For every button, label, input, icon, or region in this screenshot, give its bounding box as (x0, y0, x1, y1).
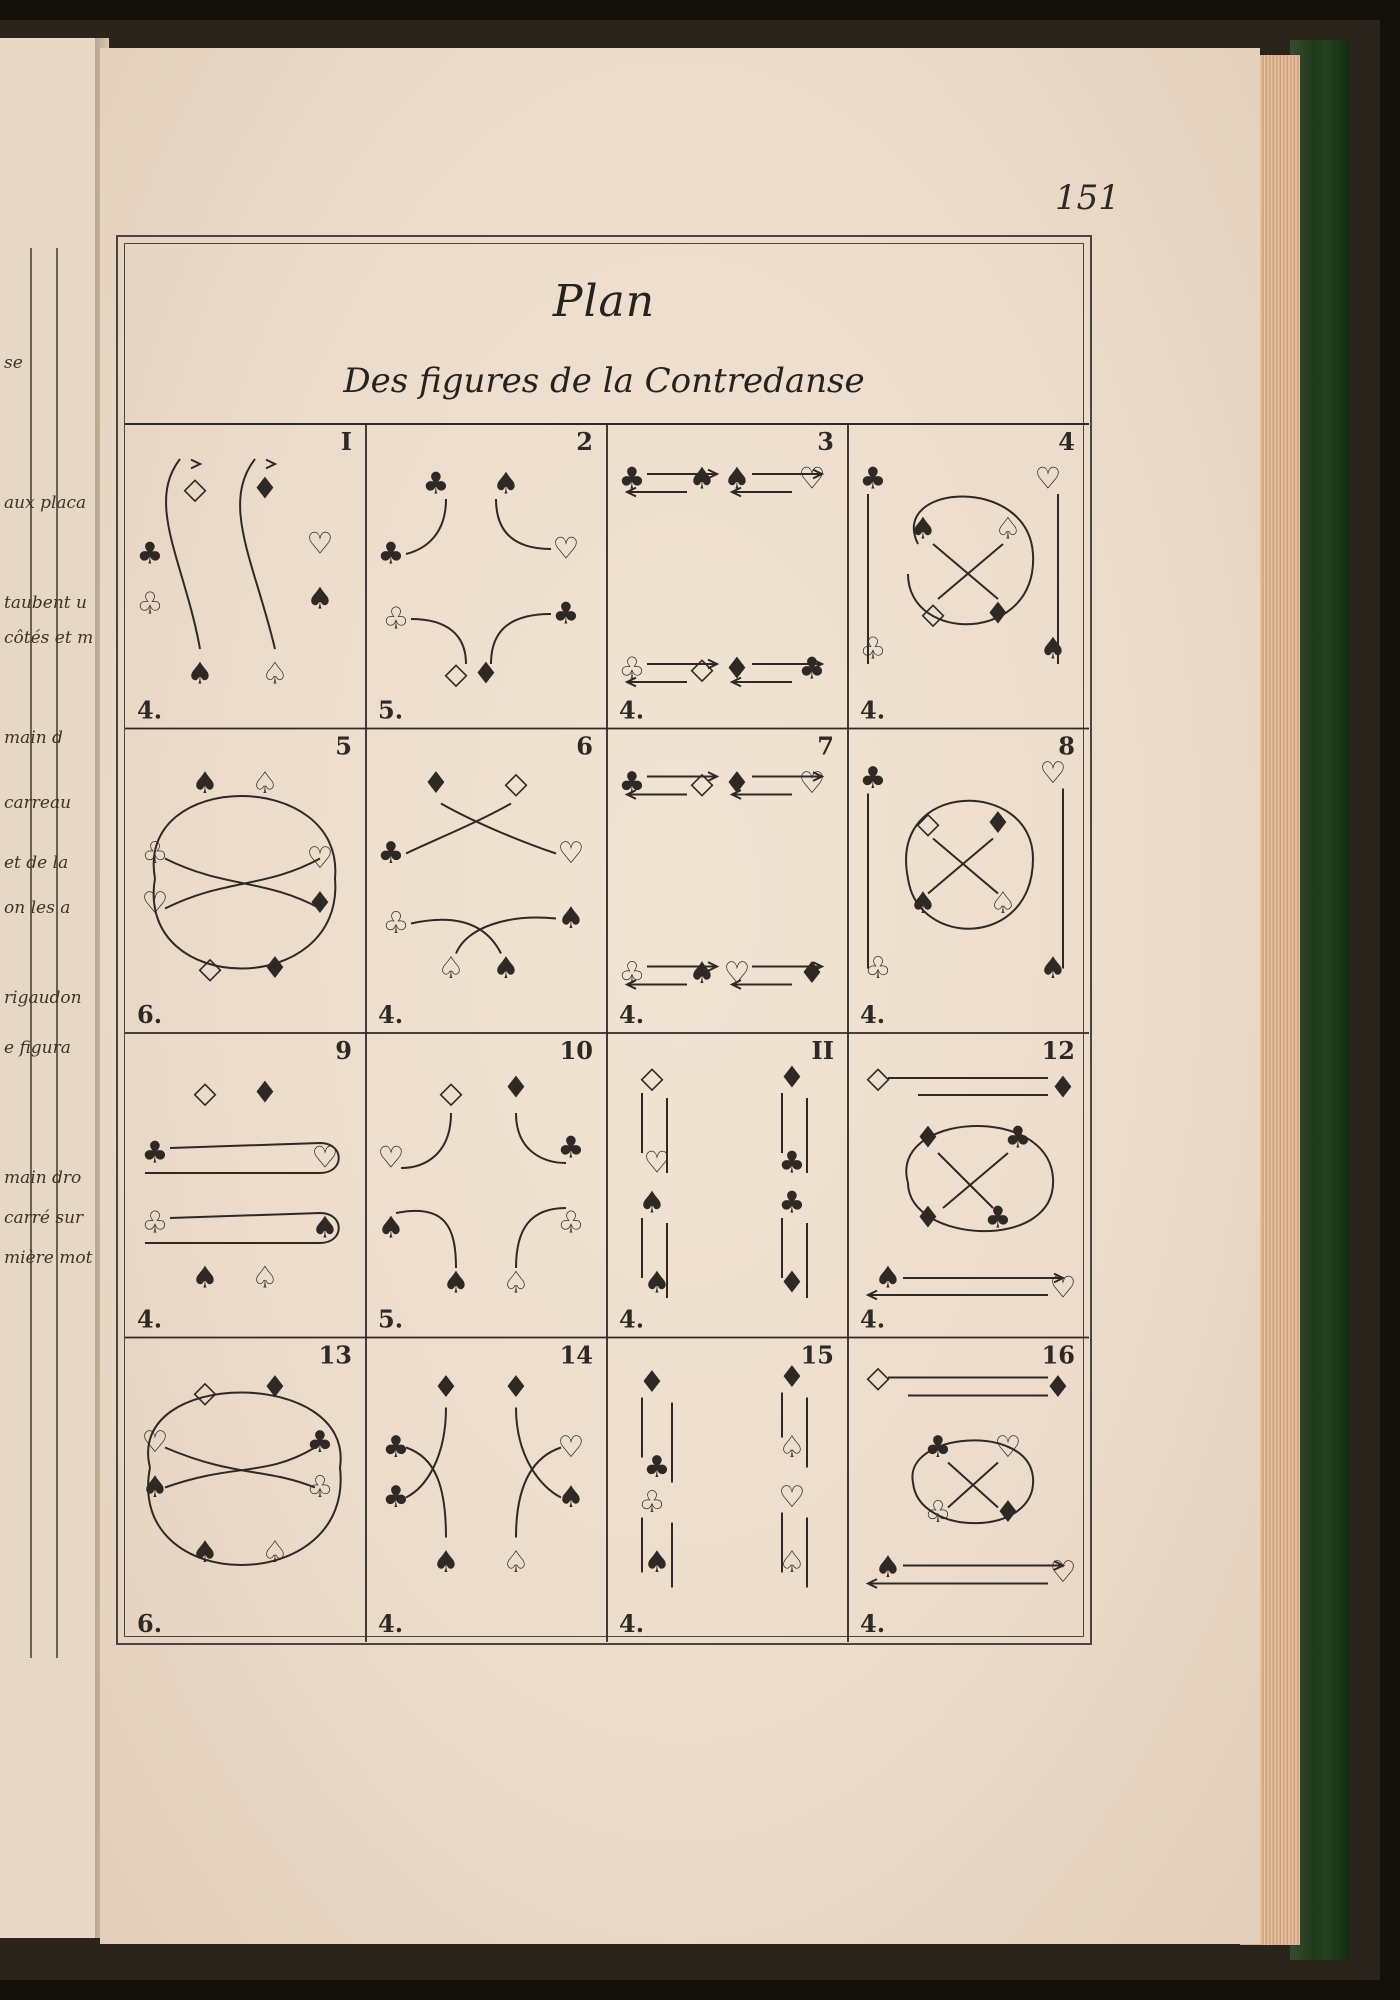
figure-number: 14 (559, 1340, 593, 1370)
dancer-symbol: ◇ (866, 1360, 890, 1395)
dancer-symbol: ♤ (502, 1265, 530, 1301)
dancer-symbol: ♦ (778, 1265, 806, 1301)
figure-bar-count: 4. (619, 695, 645, 725)
dancer-symbol: ♦ (502, 1070, 530, 1106)
left-page-text: se (4, 353, 23, 373)
dancer-symbol: ◇ (198, 951, 222, 986)
dancer-symbol: ♦ (994, 1495, 1022, 1530)
left-page-text: main dro (4, 1168, 82, 1188)
figure-number: 7 (817, 731, 834, 761)
plate-title: Plan (552, 276, 656, 327)
figure-bar-count: 4. (860, 1000, 886, 1029)
dancer-symbol: ♠ (191, 1260, 219, 1296)
dancer-symbol: ♡ (311, 1140, 339, 1176)
figure-bar-count: 4. (137, 1304, 163, 1334)
figure-bar-count: 4. (619, 1609, 645, 1638)
dance-path (165, 1448, 315, 1488)
dancer-symbol: ♧ (859, 631, 887, 667)
left-page-text: mière mot (4, 1248, 93, 1268)
dancer-symbol: ♠ (909, 511, 937, 547)
figure-bar-count: 4. (378, 1609, 404, 1638)
dancer-symbol: ♡ (141, 1425, 169, 1460)
dancer-symbol: ♣ (377, 536, 405, 572)
dancer-symbol: ♠ (1039, 951, 1067, 986)
left-page-text: e figura (4, 1038, 71, 1058)
dancer-symbol: ◇ (183, 471, 207, 507)
dancer-symbol: ♣ (778, 1145, 806, 1181)
dancer-symbol: ♠ (909, 886, 937, 921)
dancer-symbol: ♦ (502, 1370, 530, 1405)
figure-number: 4 (1058, 427, 1075, 456)
dance-path (496, 499, 551, 549)
dance-path (401, 1113, 451, 1168)
dancer-symbol: ♤ (778, 1430, 806, 1465)
figure-bar-count: 5. (378, 695, 404, 725)
figure-number: 2 (576, 427, 593, 456)
dancer-symbol: ♣ (1004, 1120, 1032, 1156)
figure-number: 12 (1041, 1036, 1075, 1065)
dancer-symbol: ♧ (618, 956, 646, 991)
dancer-symbol: ♤ (437, 951, 465, 986)
dance-path (165, 1448, 315, 1488)
figure-bar-count: 6. (137, 1000, 163, 1029)
dancer-symbol: ♣ (618, 461, 646, 497)
dancer-symbol: ♠ (688, 461, 716, 497)
dancer-symbol: ♧ (924, 1495, 952, 1530)
dancer-symbol: ♡ (306, 526, 334, 562)
left-page-text: on les a (4, 898, 71, 918)
dancer-symbol: ♠ (311, 1210, 339, 1246)
dancer-symbol: ♡ (798, 461, 826, 497)
dancer-symbol: ♡ (778, 1480, 806, 1515)
dancer-symbol: ◇ (439, 1075, 463, 1111)
dancer-symbol: ♡ (306, 841, 334, 876)
dance-path (938, 1153, 993, 1208)
dancer-symbol: ♦ (914, 1200, 942, 1236)
dancer-symbol: ♣ (984, 1200, 1012, 1236)
figure-number: I (340, 427, 352, 456)
dancer-symbol: ◇ (690, 651, 714, 687)
dancer-symbol: ♧ (618, 651, 646, 687)
dancer-symbol: ♦ (261, 1370, 289, 1405)
dancer-symbol: ♣ (377, 836, 405, 871)
dancer-symbol: ♠ (191, 766, 219, 801)
dancer-symbol: ♧ (141, 1205, 169, 1241)
dancer-symbol: ♦ (1044, 1370, 1072, 1405)
figure-number: 10 (559, 1036, 593, 1065)
dancer-symbol: ♦ (432, 1370, 460, 1405)
dancer-symbol: ♧ (306, 1470, 334, 1505)
dance-path (928, 839, 993, 894)
dancer-symbol: ♣ (136, 536, 164, 572)
dancer-symbol: ◇ (193, 1075, 217, 1111)
dancer-symbol: ♣ (382, 1480, 410, 1515)
figure-bar-count: 4. (860, 1609, 886, 1638)
dancer-symbol: ♣ (552, 596, 580, 632)
dancer-symbol: ♤ (251, 766, 279, 801)
dancer-symbol: ♦ (261, 951, 289, 986)
dancer-symbol: ♦ (984, 596, 1012, 632)
dancer-symbol: ♠ (306, 581, 334, 617)
figures-grid (125, 244, 1089, 1642)
dance-path (406, 499, 446, 554)
dance-path (396, 1211, 456, 1268)
dance-path (406, 1448, 446, 1538)
left-page-text: carreau (4, 793, 72, 813)
dancer-symbol: ♧ (864, 951, 892, 986)
dancer-symbol: ♦ (914, 1120, 942, 1156)
dancer-symbol: ♦ (984, 806, 1012, 841)
figure-bar-count: 6. (137, 1609, 163, 1638)
dancer-symbol: ♠ (432, 1545, 460, 1580)
figure-number: 16 (1041, 1340, 1075, 1370)
figure-bar-count: 4. (619, 1000, 645, 1029)
dancer-symbol: ♡ (1034, 461, 1062, 497)
dancer-symbol: ♣ (859, 461, 887, 497)
dancer-symbol: ♧ (382, 601, 410, 637)
left-page-text: carré sur (4, 1208, 84, 1228)
plate-subtitle: Des figures de la Contredanse (343, 361, 865, 401)
dance-path (491, 614, 551, 664)
dancer-symbol: ♣ (422, 466, 450, 502)
dancer-symbol: ♦ (422, 766, 450, 801)
dancer-symbol: ♠ (874, 1550, 902, 1585)
dancer-symbol: ◇ (916, 806, 940, 841)
dancer-symbol: ♠ (377, 1210, 405, 1246)
dancer-symbol: ♡ (1049, 1270, 1077, 1306)
dancer-symbol: ♤ (502, 1545, 530, 1580)
figure-number: 15 (800, 1340, 834, 1370)
dancer-symbol: ♠ (557, 1480, 585, 1515)
dancer-symbol: ♦ (306, 886, 334, 921)
dancer-symbol: ♣ (382, 1430, 410, 1465)
dancer-symbol: ♡ (552, 531, 580, 567)
dancer-symbol: ♣ (557, 1130, 585, 1166)
dancer-symbol: ♤ (251, 1260, 279, 1296)
dance-path (165, 859, 320, 909)
dancer-symbol: ♦ (798, 956, 826, 991)
dance-path (145, 1213, 339, 1243)
dancer-symbol: ♠ (874, 1260, 902, 1296)
dancer-symbol: ♦ (778, 1360, 806, 1395)
dancer-symbol: ♡ (643, 1145, 671, 1181)
dancer-symbol: ♤ (778, 1545, 806, 1580)
left-page-rule (56, 248, 58, 1658)
left-page-text: et de la (4, 853, 69, 873)
figure-bar-count: 4. (378, 1000, 404, 1029)
dancer-symbol: ♣ (306, 1425, 334, 1460)
dancer-symbol: ♠ (492, 466, 520, 502)
dance-path (411, 920, 501, 954)
left-page-text: rigaudon (4, 988, 82, 1008)
dancer-symbol: ♣ (141, 1135, 169, 1171)
figure-number: 3 (817, 427, 834, 456)
dancer-symbol: ♠ (723, 461, 751, 497)
dancer-symbol: ♡ (377, 1140, 405, 1176)
engraved-plate (116, 235, 1092, 1645)
figure-bar-count: 4. (137, 695, 163, 725)
figure-number: 8 (1058, 731, 1075, 761)
dance-path (933, 544, 998, 599)
dancer-symbol: ◇ (690, 766, 714, 801)
dancer-symbol: ♡ (1039, 756, 1067, 791)
dancer-symbol: ◇ (444, 656, 468, 692)
dancer-symbol: ◇ (640, 1060, 664, 1096)
dancer-symbol: ♡ (557, 1430, 585, 1465)
dancer-symbol: ♠ (141, 1470, 169, 1505)
figure-bar-count: 5. (378, 1304, 404, 1334)
dancer-symbol: ♡ (1049, 1555, 1077, 1590)
dance-path (456, 918, 556, 954)
dancer-symbol: ♧ (141, 836, 169, 871)
dancer-symbol: ♠ (186, 656, 214, 692)
figure-bar-count: 4. (619, 1304, 645, 1334)
dancer-symbol: ♧ (638, 1485, 666, 1520)
dance-path (145, 1143, 339, 1173)
dancer-symbol: ♣ (798, 651, 826, 687)
dancer-symbol: ♤ (261, 1535, 289, 1570)
dancer-symbol: ♠ (643, 1265, 671, 1301)
left-page-text: côtés et m (4, 628, 94, 648)
dancer-symbol: ♠ (643, 1545, 671, 1580)
dance-path (516, 1408, 561, 1498)
figure-number: 13 (318, 1340, 352, 1370)
dancer-symbol: ♠ (442, 1265, 470, 1301)
dancer-symbol: ♤ (261, 656, 289, 692)
figure-number: 5 (335, 731, 352, 761)
dancer-symbol: ♡ (557, 836, 585, 871)
dancer-symbol: ♤ (989, 886, 1017, 921)
dancer-symbol: ♡ (141, 886, 169, 921)
figure-bar-count: 4. (860, 695, 886, 725)
dance-path (191, 460, 200, 469)
dance-path (266, 460, 275, 469)
dancer-symbol: ◇ (193, 1375, 217, 1410)
dancer-symbol: ◇ (866, 1060, 890, 1096)
dancer-symbol: ♧ (136, 586, 164, 622)
figure-number: 6 (576, 731, 593, 761)
dance-path (406, 804, 511, 854)
dancer-symbol: ♧ (382, 906, 410, 941)
left-page-text: aux placa (4, 493, 87, 513)
dance-path (933, 839, 998, 894)
dance-path (154, 796, 336, 969)
dancer-symbol: ♦ (472, 656, 500, 692)
dance-path (938, 544, 1003, 599)
dancer-symbol: ♠ (1039, 631, 1067, 667)
dancer-symbol: ♦ (723, 651, 751, 687)
dancer-symbol: ♡ (994, 1430, 1022, 1465)
dancer-symbol: ◇ (921, 596, 945, 632)
dancer-symbol: ♣ (618, 766, 646, 801)
dancer-symbol: ♣ (924, 1430, 952, 1465)
dancer-symbol: ♦ (251, 471, 279, 507)
dancer-symbol: ♦ (1049, 1070, 1077, 1106)
dancer-symbol: ♦ (778, 1060, 806, 1096)
dancer-symbol: ♦ (723, 766, 751, 801)
dancer-symbol: ♣ (859, 761, 887, 796)
plate-inner-frame (124, 243, 1084, 1637)
dancer-symbol: ♠ (191, 1535, 219, 1570)
dancer-symbol: ♡ (798, 766, 826, 801)
left-page-rule (30, 248, 32, 1658)
dancer-symbol: ♣ (643, 1450, 671, 1485)
dancer-symbol: ♡ (723, 956, 751, 991)
figure-number: II (811, 1036, 834, 1065)
left-page (0, 38, 95, 1938)
dancer-symbol: ♤ (994, 511, 1022, 547)
figure-number: 9 (335, 1036, 352, 1065)
dancer-symbol: ◇ (504, 766, 528, 801)
dancer-symbol: ♦ (638, 1365, 666, 1400)
dancer-symbol: ♦ (251, 1075, 279, 1111)
dancer-symbol: ♠ (638, 1185, 666, 1221)
dancer-symbol: ♣ (778, 1185, 806, 1221)
dancer-symbol: ♠ (557, 901, 585, 936)
left-page-text: taubent u (4, 593, 87, 613)
figure-bar-count: 4. (860, 1304, 886, 1334)
page-number: 151 (1055, 178, 1120, 218)
dancer-symbol: ♠ (492, 951, 520, 986)
dancer-symbol: ♧ (557, 1205, 585, 1241)
left-page-text: main d (4, 728, 63, 748)
dancer-symbol: ♠ (688, 956, 716, 991)
